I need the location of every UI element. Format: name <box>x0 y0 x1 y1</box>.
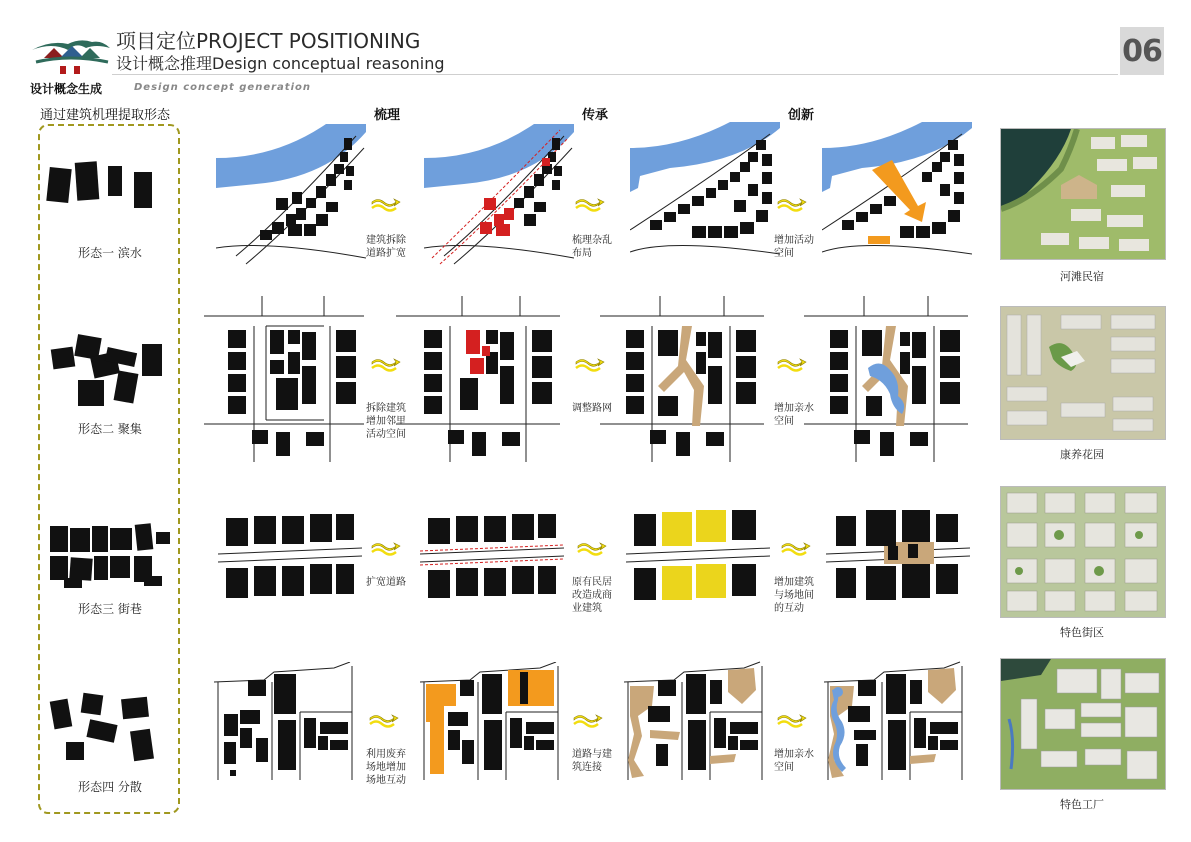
step-note: 扩宽道路 <box>366 577 406 588</box>
left-panel-heading: 通过建筑机理提取形态 <box>40 108 171 123</box>
row3-diagram-4 <box>826 506 970 606</box>
photo-caption-4: 特色工厂 <box>1060 798 1104 811</box>
step-note: 增加亲水 空间 <box>774 749 814 773</box>
flow-arrow-icon <box>370 356 402 374</box>
row2-diagram-1 <box>204 296 364 462</box>
step-note: 梳理杂乱 布局 <box>572 235 612 259</box>
column-heading-3: 创新 <box>788 108 815 123</box>
flow-arrow-icon <box>370 540 402 558</box>
row2-diagram-4 <box>804 296 968 462</box>
flow-arrow-icon <box>370 196 402 214</box>
form-1-shapes <box>44 158 174 216</box>
column-heading-1: 梳理 <box>374 108 401 123</box>
form-2-shapes <box>44 326 174 412</box>
row1-diagram-1 <box>216 118 366 268</box>
row1-diagram-4 <box>822 118 972 268</box>
flow-arrow-icon <box>780 540 812 558</box>
photo-caption-2: 康养花园 <box>1060 448 1104 461</box>
page-number-badge <box>1120 27 1164 75</box>
photo-wellness-garden <box>1000 306 1166 440</box>
row1-diagram-3 <box>630 118 780 268</box>
section-title: 设计概念生成 <box>30 82 103 96</box>
photo-caption-1: 河滩民宿 <box>1060 270 1104 283</box>
row3-diagram-2 <box>420 510 564 606</box>
flow-arrow-icon <box>574 196 606 214</box>
row2-diagram-3 <box>600 296 764 462</box>
flow-arrow-icon <box>776 196 808 214</box>
flow-arrow-icon <box>574 356 606 374</box>
page-subtitle: 设计概念推理Design conceptual reasoning <box>116 54 445 73</box>
flow-arrow-icon <box>576 540 608 558</box>
photo-feature-factory <box>1000 658 1166 790</box>
step-note: 道路与建 筑连接 <box>572 749 612 773</box>
form-4-shapes <box>44 690 174 766</box>
row4-diagram-2 <box>420 662 564 780</box>
step-note: 建筑拆除 道路扩宽 <box>366 235 406 259</box>
step-note: 拆除建筑 增加邻里 活动空间 <box>366 403 406 440</box>
flow-arrow-icon <box>368 712 400 730</box>
logo <box>30 28 112 80</box>
flow-arrow-icon <box>776 356 808 374</box>
row2-diagram-2 <box>396 296 560 462</box>
form-label-2: 形态二 聚集 <box>78 422 142 436</box>
step-note: 增加亲水 空间 <box>774 403 814 427</box>
step-note: 原有民居 改造成商 业建筑 <box>572 577 612 614</box>
column-heading-2: 传承 <box>582 108 609 123</box>
step-note: 调整路网 <box>572 403 612 414</box>
row4-diagram-1 <box>214 662 358 780</box>
form-label-1: 形态一 滨水 <box>78 246 142 260</box>
form-label-3: 形态三 街巷 <box>78 602 142 616</box>
page-number: 06 <box>1122 33 1162 69</box>
section-subtitle: Design concept generation <box>134 82 311 93</box>
form-3-shapes <box>44 520 174 592</box>
row3-diagram-3 <box>626 506 770 606</box>
photo-riverside-homestay <box>1000 128 1166 260</box>
photo-feature-block <box>1000 486 1166 618</box>
page-title: 项目定位PROJECT POSITIONING <box>116 29 421 53</box>
form-label-4: 形态四 分散 <box>78 780 142 794</box>
flow-arrow-icon <box>572 712 604 730</box>
step-note: 增加活动 空间 <box>774 235 814 259</box>
header-divider <box>112 74 1118 75</box>
row4-diagram-3 <box>624 660 768 780</box>
photo-caption-3: 特色街区 <box>1060 626 1104 639</box>
flow-arrow-icon <box>776 712 808 730</box>
step-note: 增加建筑 与场地间 的互动 <box>774 577 814 614</box>
row1-diagram-2 <box>424 118 574 268</box>
step-note: 利用废弃 场地增加 场地互动 <box>366 749 406 786</box>
row4-diagram-4 <box>824 660 968 780</box>
row3-diagram-1 <box>218 510 362 606</box>
